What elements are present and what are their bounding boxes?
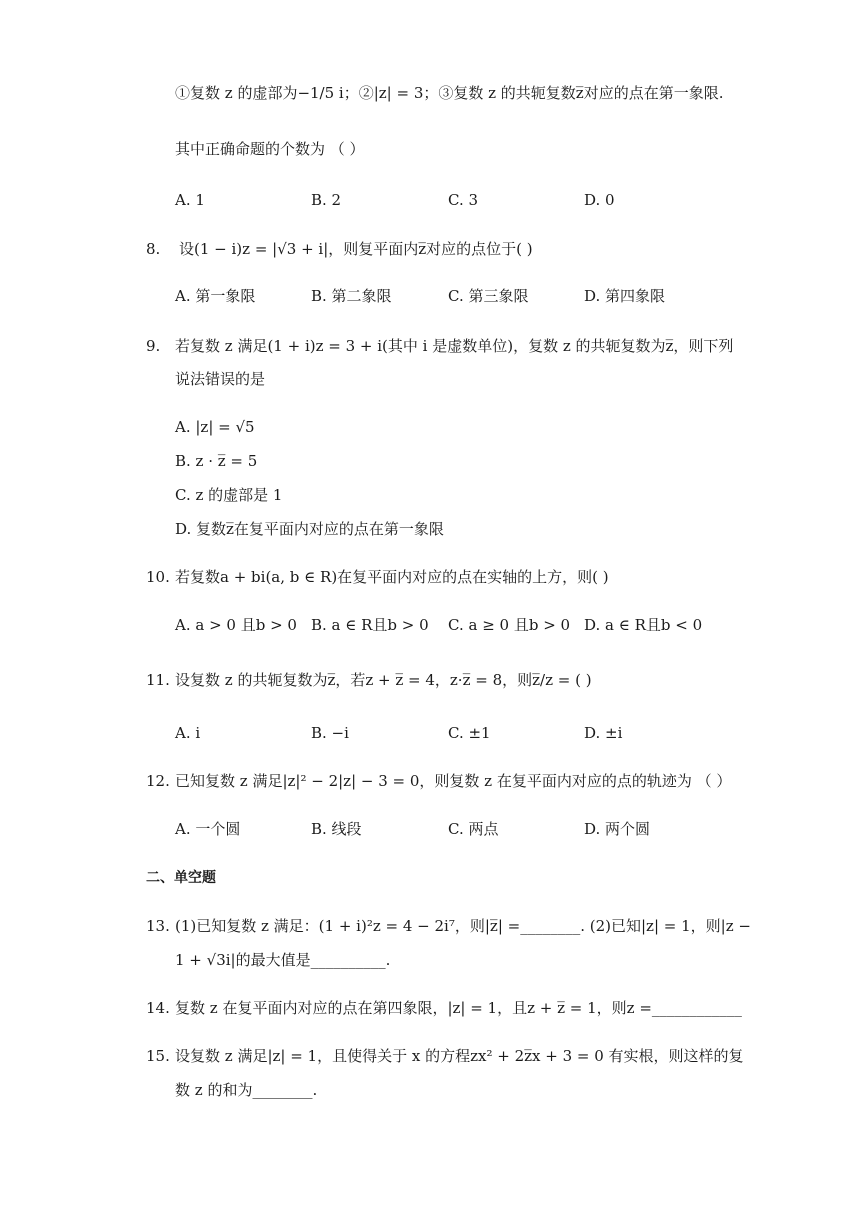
q11-option-d: D. ±i bbox=[584, 724, 623, 742]
q10-text: 若复数a + bi(a, b ∈ R)在复平面内对应的点在实轴的上方，则( ) bbox=[175, 568, 609, 586]
q7-option-c: C. 3 bbox=[448, 191, 479, 209]
q10-option-b: B. a ∈ R且b > 0 bbox=[311, 616, 429, 634]
q7-statements: ①复数 z 的虚部为−1/5 i；②|z| = 3；③复数 z 的共轭复数z̅对应的点在第一象限. bbox=[175, 84, 724, 102]
q12-text: 已知复数 z 满足|z|² − 2|z| − 3 = 0，则复数 z 在复平面内对应的点的轨迹为 （ ） bbox=[175, 772, 732, 790]
q11-option-a: A. i bbox=[175, 724, 201, 742]
q9-number: 9. bbox=[146, 337, 161, 355]
q11-text: 设复数 z 的共轭复数为z̅，若z + z̅ = 4，z·z̅ = 8，则z̅/z = ( ) bbox=[175, 671, 592, 689]
q12-number: 12. bbox=[146, 772, 170, 790]
q12-option-b: B. 线段 bbox=[311, 820, 362, 838]
q9-option-d: D. 复数z̅在复平面内对应的点在第一象限 bbox=[175, 520, 444, 538]
q8-text: 设(1 − i)z = |√3 + i|，则复平面内z̅对应的点位于( ) bbox=[179, 240, 533, 258]
q8-option-a: A. 第一象限 bbox=[175, 287, 256, 305]
q11-option-c: C. ±1 bbox=[448, 724, 491, 742]
q8-option-b: B. 第二象限 bbox=[311, 287, 392, 305]
q10-number: 10. bbox=[146, 568, 170, 586]
q7-option-a: A. 1 bbox=[175, 191, 205, 209]
q13-text-line1: (1)已知复数 z 满足：(1 + i)²z = 4 − 2i⁷，则|z̅| =________. (2)已知|z| = 1，则|z − bbox=[175, 917, 751, 935]
q7-question: 其中正确命题的个数为 （ ） bbox=[175, 140, 365, 158]
q14-number: 14. bbox=[146, 999, 170, 1017]
q12-option-a: A. 一个圆 bbox=[175, 820, 241, 838]
q13-text-line2: 1 + √3i|的最大值是__________. bbox=[175, 951, 391, 969]
q13-number: 13. bbox=[146, 917, 170, 935]
q12-option-c: C. 两点 bbox=[448, 820, 499, 838]
q15-number: 15. bbox=[146, 1047, 170, 1065]
q9-option-a: A. |z| = √5 bbox=[175, 418, 255, 436]
q15-text-line2: 数 z 的和为________. bbox=[175, 1081, 318, 1099]
q9-option-c: C. z 的虚部是 1 bbox=[175, 486, 283, 504]
q8-option-c: C. 第三象限 bbox=[448, 287, 529, 305]
q10-option-d: D. a ∈ R且b < 0 bbox=[584, 616, 703, 634]
q10-option-a: A. a > 0 且b > 0 bbox=[175, 616, 297, 634]
q14-text: 复数 z 在复平面内对应的点在第四象限，|z| = 1，且z + z̅ = 1，则z =____________ bbox=[175, 999, 742, 1017]
q8-option-d: D. 第四象限 bbox=[584, 287, 666, 305]
q7-option-b: B. 2 bbox=[311, 191, 342, 209]
q11-option-b: B. −i bbox=[311, 724, 349, 742]
q8-number: 8. bbox=[146, 240, 161, 258]
q9-text-line2: 说法错误的是 bbox=[175, 370, 266, 388]
q10-option-c: C. a ≥ 0 且b > 0 bbox=[448, 616, 571, 634]
q12-option-d: D. 两个圆 bbox=[584, 820, 651, 838]
q7-option-d: D. 0 bbox=[584, 191, 615, 209]
q11-number: 11. bbox=[146, 671, 170, 689]
section-heading-fill-blank: 二、单空题 bbox=[146, 870, 216, 886]
q9-option-b: B. z · z̅ = 5 bbox=[175, 452, 258, 470]
q15-text-line1: 设复数 z 满足|z| = 1，且使得关于 x 的方程zx² + 2z̅x + 3 = 0 有实根，则这样的复 bbox=[175, 1047, 744, 1065]
q9-text-line1: 若复数 z 满足(1 + i)z = 3 + i(其中 i 是虚数单位)，复数 z 的共轭复数为z̅，则下列 bbox=[175, 337, 734, 355]
